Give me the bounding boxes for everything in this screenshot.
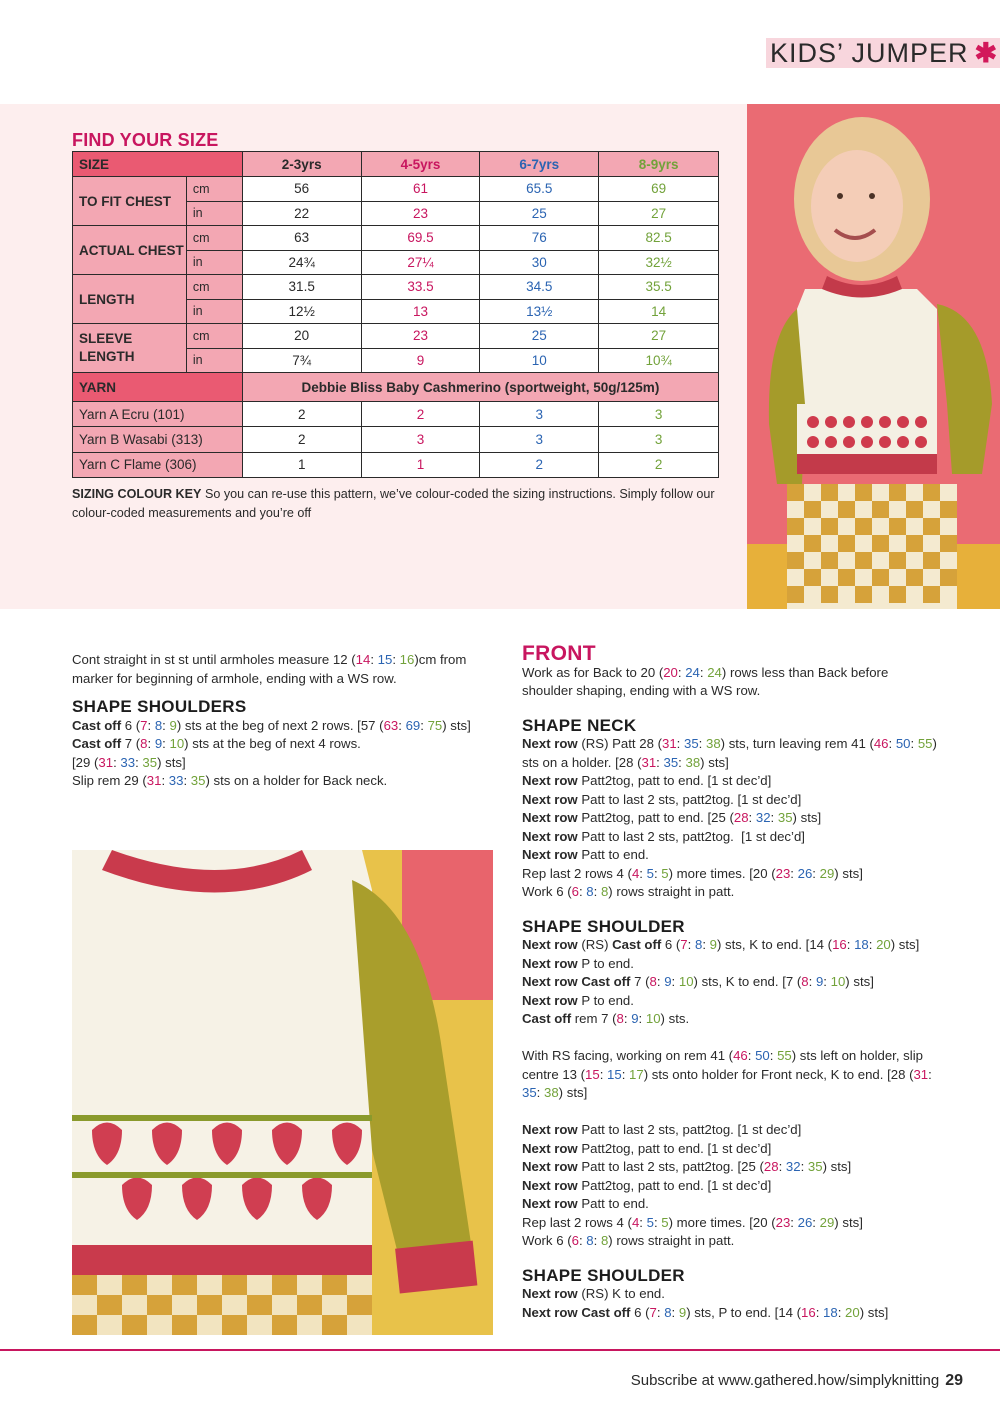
size-col-2: 4-5yrs bbox=[361, 152, 480, 177]
unit-in: in bbox=[186, 348, 242, 373]
cell: 2 bbox=[242, 427, 361, 452]
cell: 69.5 bbox=[361, 226, 480, 251]
row-label: LENGTH bbox=[73, 275, 187, 324]
cell: 33.5 bbox=[361, 275, 480, 300]
section-tag bbox=[766, 38, 1000, 68]
section-title: KIDS’ JUMPER bbox=[770, 38, 969, 68]
row-label: SLEEVE LENGTH bbox=[73, 324, 187, 373]
cell: 27¼ bbox=[361, 250, 480, 275]
shape-shoulder-heading-2: SHAPE SHOULDER bbox=[522, 1265, 685, 1285]
instruction-line: Next row Patt2tog, patt to end. [1 st dec’d] bbox=[522, 773, 772, 788]
unit-in: in bbox=[186, 201, 242, 226]
yarn-row-label: Yarn C Flame (306) bbox=[73, 452, 243, 477]
cell: 27 bbox=[599, 324, 719, 349]
cell: 3 bbox=[480, 402, 599, 427]
footer-rule bbox=[0, 1349, 1000, 1351]
cell: 20 bbox=[242, 324, 361, 349]
instruction-line: Next row (RS) K to end. bbox=[522, 1286, 665, 1301]
table-row bbox=[73, 324, 719, 349]
instruction-line: Next row P to end. bbox=[522, 992, 634, 1008]
unit-cm: cm bbox=[186, 177, 242, 202]
right-column bbox=[522, 642, 942, 1322]
instruction-line: Next row Patt to last 2 sts, patt2tog. [1 st dec’d] bbox=[522, 791, 802, 807]
table-row bbox=[73, 452, 719, 477]
instruction-line: Rep last 2 rows 4 (4: 5: 5) more times. [20 (23: 26: 29) sts] bbox=[522, 1214, 863, 1230]
key-body: So you can re-use this pattern, we’ve colour-coded the sizing instructions. Simply follow our colour-coded measurements and you’re off bbox=[72, 487, 715, 520]
cell: 69 bbox=[599, 177, 719, 202]
instruction-line: Next row Patt to last 2 sts, patt2tog. [1 st dec’d] bbox=[522, 828, 805, 844]
row-label: ACTUAL CHEST bbox=[73, 226, 187, 275]
instruction-line: Work as for Back to 20 (20: 24: 24) rows less than Back before shoulder shaping, ending with a WS row. bbox=[522, 664, 889, 698]
instruction-line: Next row Patt to end. bbox=[522, 847, 649, 862]
size-col-3: 6-7yrs bbox=[480, 152, 599, 177]
cell: 24¾ bbox=[242, 250, 361, 275]
shape-shoulders-heading: SHAPE SHOULDERS bbox=[72, 697, 247, 716]
instruction-line: Next row P to end. bbox=[522, 955, 634, 971]
cell: 32½ bbox=[599, 250, 719, 275]
unit-in: in bbox=[186, 299, 242, 324]
cell: 10 bbox=[480, 348, 599, 373]
instruction-line: Cast off 6 (7: 8: 9) sts at the beg of next 2 rows. [57 (63: 69: 75) sts] bbox=[72, 717, 471, 733]
cell: 2 bbox=[480, 452, 599, 477]
cell: 23 bbox=[361, 324, 480, 349]
yarn-label: YARN bbox=[73, 373, 243, 402]
table-row bbox=[73, 427, 719, 452]
cell: 82.5 bbox=[599, 226, 719, 251]
cell: 25 bbox=[480, 201, 599, 226]
instruction-line: Slip rem 29 (31: 33: 35) sts on a holder for Back neck. bbox=[72, 773, 388, 788]
instruction-line: Cast off rem 7 (8: 9: 10) sts. bbox=[522, 1011, 690, 1026]
cell: 1 bbox=[361, 452, 480, 477]
left-column bbox=[72, 651, 497, 791]
instruction-line: Next row Cast off 6 (7: 8: 9) sts, P to end. [14 (16: 18: 20) sts] bbox=[522, 1304, 889, 1320]
shape-shoulder-heading: SHAPE SHOULDER bbox=[522, 916, 685, 936]
cell: 56 bbox=[242, 177, 361, 202]
star-icon: ✱ bbox=[974, 38, 999, 68]
yarn-header-row bbox=[73, 373, 719, 402]
key-title: SIZING COLOUR KEY bbox=[72, 487, 202, 501]
size-header-row bbox=[73, 152, 719, 177]
unit-cm: cm bbox=[186, 324, 242, 349]
cell: 7¾ bbox=[242, 348, 361, 373]
instruction-line: Work 6 (6: 8: 8) rows straight in patt. bbox=[522, 884, 735, 899]
instruction-line: Next row Patt to last 2 sts, patt2tog. [25 (28: 32: 35) sts] bbox=[522, 1159, 852, 1174]
instruction-line: Next row Patt to end. bbox=[522, 1196, 649, 1211]
jumper-closeup-photo bbox=[72, 850, 493, 1335]
cell: 76 bbox=[480, 226, 599, 251]
cell: 2 bbox=[599, 452, 719, 477]
subscribe-link[interactable]: Subscribe at www.gathered.how/simplyknitting bbox=[630, 1372, 940, 1389]
cell: 63 bbox=[242, 226, 361, 251]
sizing-colour-key bbox=[72, 485, 722, 523]
table-row bbox=[73, 275, 719, 300]
instruction-line: Next row (RS) Patt 28 (31: 35: 38) sts, turn leaving rem 41 (46: 50: 55) sts on a holder. [28 (31: 35: 38) sts] bbox=[522, 736, 937, 770]
instruction-line: Work 6 (6: 8: 8) rows straight in patt. bbox=[522, 1233, 735, 1248]
cell: 13½ bbox=[480, 299, 599, 324]
table-row bbox=[73, 226, 719, 251]
yarn-row-label: Yarn B Wasabi (313) bbox=[73, 427, 243, 452]
intro-paragraph: Cont straight in st st until armholes measure 12 (14: 15: 16)cm from marker for beginning of armhole, ending with a WS row. bbox=[72, 652, 467, 686]
size-heading: FIND YOUR SIZE bbox=[72, 130, 219, 150]
row-label: TO FIT CHEST bbox=[73, 177, 187, 226]
cell: 10¾ bbox=[599, 348, 719, 373]
instruction-line: Next row Patt2tog, patt to end. [1 st dec’d] bbox=[522, 1140, 772, 1156]
cell: 31.5 bbox=[242, 275, 361, 300]
cell: 65.5 bbox=[480, 177, 599, 202]
cell: 23 bbox=[361, 201, 480, 226]
table-row bbox=[73, 402, 719, 427]
instruction-line: Next row Patt to last 2 sts, patt2tog. [1 st dec’d] bbox=[522, 1122, 802, 1137]
instruction-line: Cast off 7 (8: 9: 10) sts at the beg of next 4 rows. bbox=[72, 736, 361, 751]
cell: 9 bbox=[361, 348, 480, 373]
cell: 61 bbox=[361, 177, 480, 202]
unit-cm: cm bbox=[186, 226, 242, 251]
cell: 3 bbox=[480, 427, 599, 452]
cell: 27 bbox=[599, 201, 719, 226]
yarn-name: Debbie Bliss Baby Cashmerino (sportweight, 50g/125m) bbox=[242, 373, 718, 402]
cell: 35.5 bbox=[599, 275, 719, 300]
cell: 12½ bbox=[242, 299, 361, 324]
cell: 14 bbox=[599, 299, 719, 324]
cell: 1 bbox=[242, 452, 361, 477]
table-row bbox=[73, 177, 719, 202]
instruction-line: With RS facing, working on rem 41 (46: 50: 55) sts left on holder, slip centre 13 (15: 15: 17) sts onto holder for Front neck, K to end. [28 (31: 35: 38) sts] bbox=[522, 1048, 932, 1100]
cell: 3 bbox=[599, 427, 719, 452]
front-heading: FRONT bbox=[522, 642, 596, 665]
instruction-line: Next row Patt2tog, patt to end. [1 st dec’d] bbox=[522, 1177, 772, 1193]
cell: 30 bbox=[480, 250, 599, 275]
cell: 25 bbox=[480, 324, 599, 349]
size-table bbox=[72, 151, 719, 478]
size-col-4: 8-9yrs bbox=[599, 152, 719, 177]
size-col-1: 2-3yrs bbox=[242, 152, 361, 177]
size-label: SIZE bbox=[73, 152, 243, 177]
cell: 22 bbox=[242, 201, 361, 226]
cell: 2 bbox=[242, 402, 361, 427]
cell: 3 bbox=[599, 402, 719, 427]
page-number: 29 bbox=[945, 1372, 963, 1389]
footer bbox=[631, 1372, 963, 1390]
unit-in: in bbox=[186, 250, 242, 275]
shape-neck-heading: SHAPE NECK bbox=[522, 715, 637, 735]
instruction-line: Next row Cast off 7 (8: 9: 10) sts, K to end. [7 (8: 9: 10) sts] bbox=[522, 974, 874, 989]
cell: 13 bbox=[361, 299, 480, 324]
yarn-row-label: Yarn A Ecru (101) bbox=[73, 402, 243, 427]
instruction-line: Next row Patt2tog, patt to end. [25 (28: 32: 35) sts] bbox=[522, 810, 822, 825]
instruction-line: Next row (RS) Cast off 6 (7: 8: 9) sts, K to end. [14 (16: 18: 20) sts] bbox=[522, 937, 920, 952]
child-photo bbox=[747, 104, 1000, 609]
cell: 2 bbox=[361, 402, 480, 427]
cell: 3 bbox=[361, 427, 480, 452]
instruction-line: [29 (31: 33: 35) sts] bbox=[72, 754, 186, 770]
instruction-line: Rep last 2 rows 4 (4: 5: 5) more times. [20 (23: 26: 29) sts] bbox=[522, 865, 863, 881]
cell: 34.5 bbox=[480, 275, 599, 300]
unit-cm: cm bbox=[186, 275, 242, 300]
